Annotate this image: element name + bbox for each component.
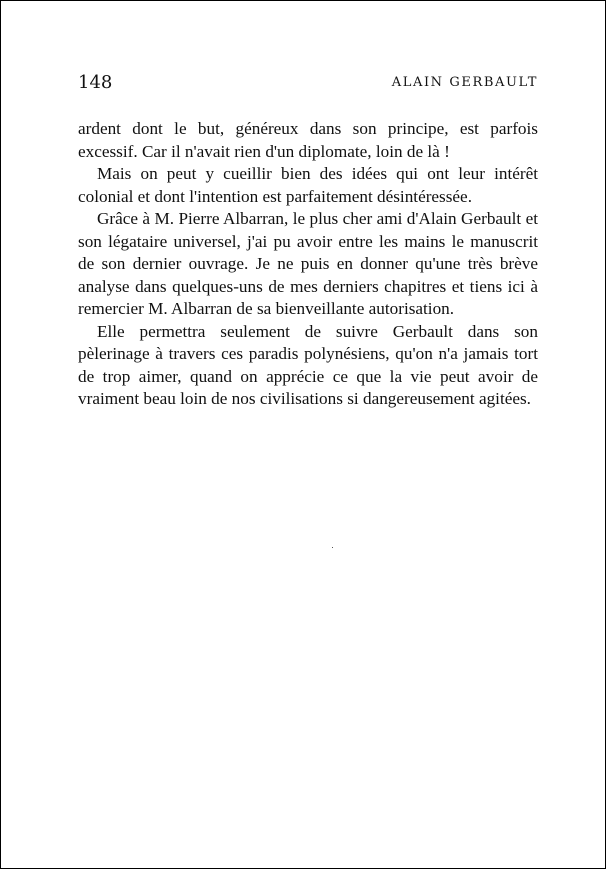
paragraph: Elle permettra seulement de suivre Gerbault dans son pèlerinage à travers ces paradis polynésiens, qu'on n'a jamais tort de trop aimer, quand on apprécie ce que la vie peut avoir de vraiment beau loin de nos civilisations si dangereusement agitées. — [78, 321, 538, 408]
running-header — [78, 72, 538, 94]
running-title: ALAIN GERBAULT — [391, 75, 538, 90]
paragraph: Grâce à M. Pierre Albarran, le plus cher ami d'Alain Gerbault et son légataire universel, j'ai pu avoir entre les mains le manuscrit de son dernier ouvrage. Je ne puis en donner qu'une très brève analyse dans quelques-uns de mes derniers chapitres et tiens ici à remercier M. Albarran de sa bienveillante autorisation. — [78, 209, 538, 318]
paragraph-continuation: ardent dont le but, généreux dans son principe, est parfois excessif. Car il n'avait rien d'un diplomate, loin de là ! — [78, 119, 538, 161]
print-speck — [332, 547, 333, 548]
page-number: 148 — [78, 72, 113, 93]
paragraph: Mais on peut y cueillir bien des idées qui ont leur intérêt colonial et dont l'intention est parfaitement désintéressée. — [78, 164, 538, 206]
body-text — [78, 118, 538, 411]
